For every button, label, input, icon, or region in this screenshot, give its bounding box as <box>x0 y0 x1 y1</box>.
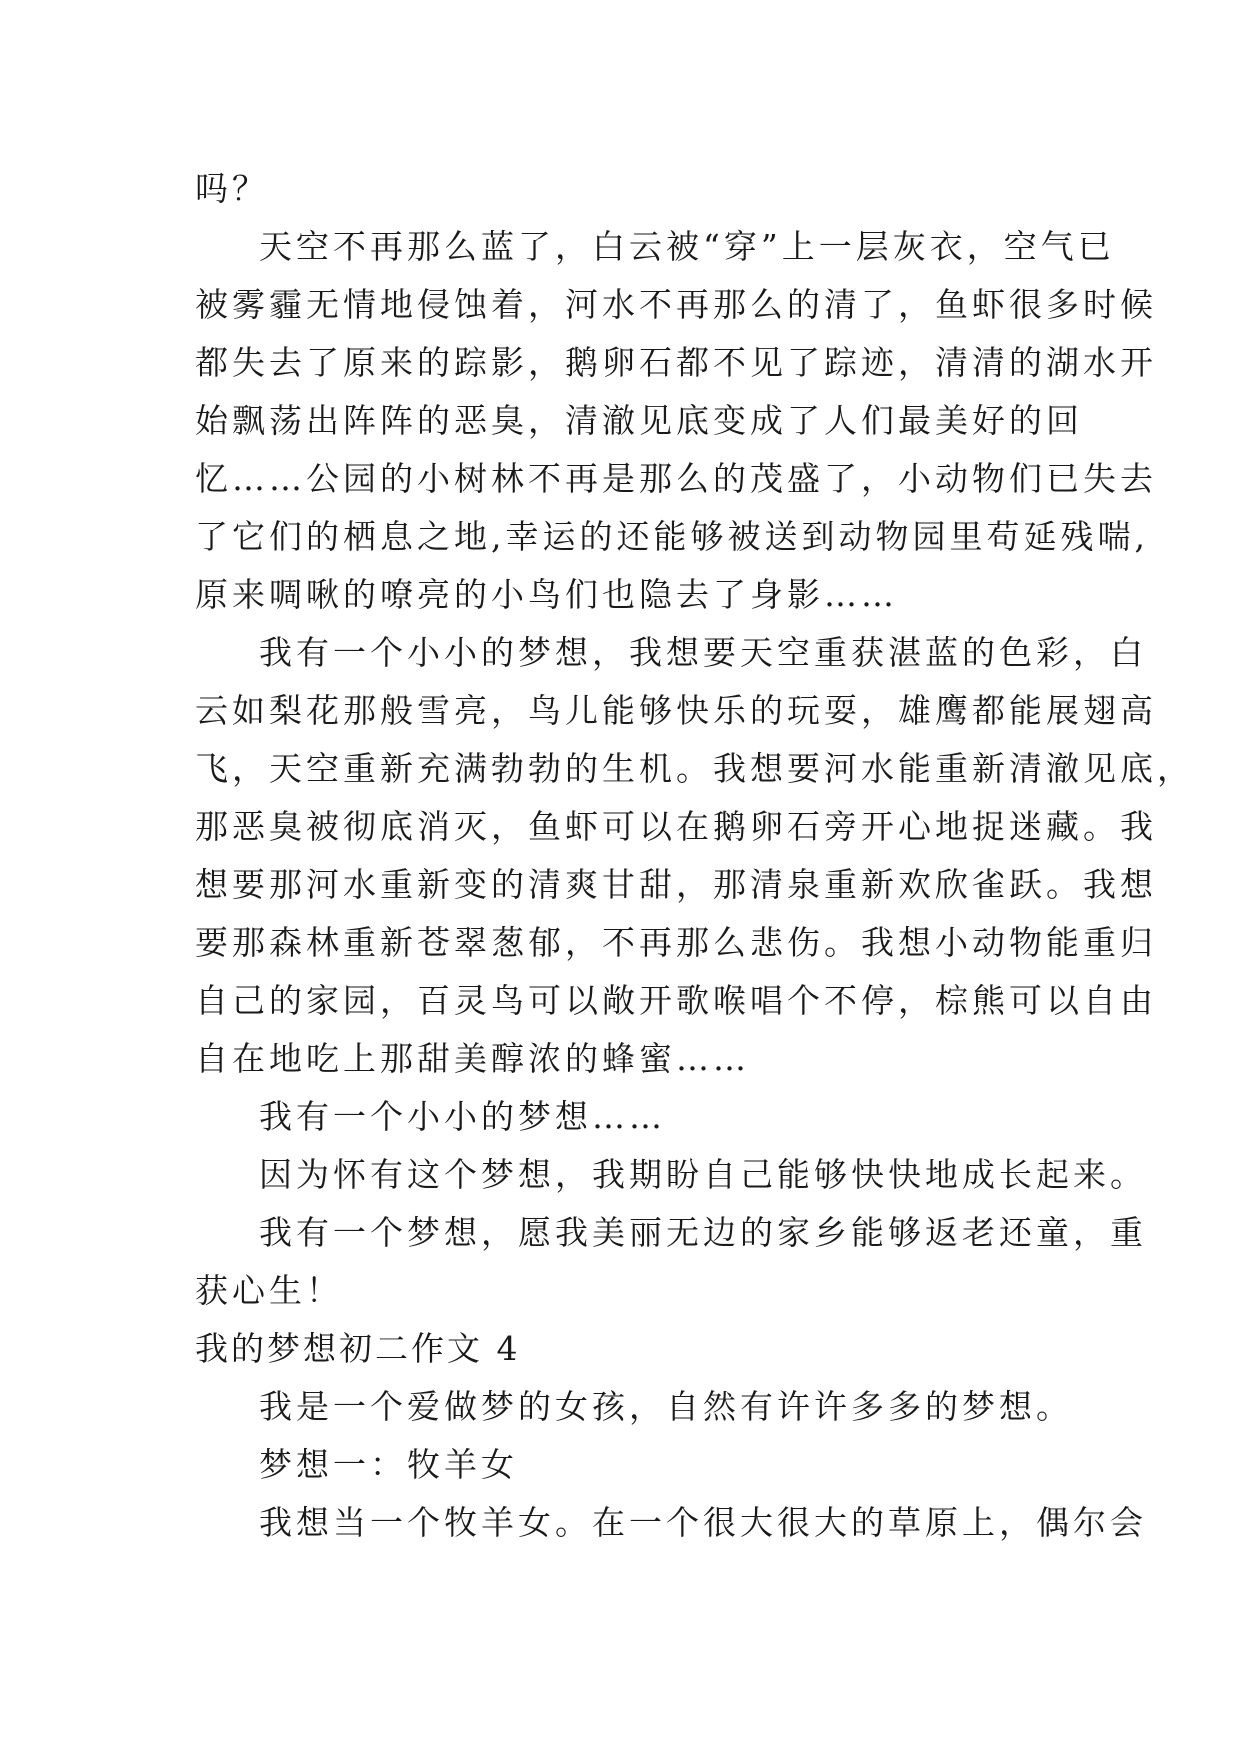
text-line: 我是一个爱做梦的女孩，自然有许许多多的梦想。 <box>259 1387 1073 1426</box>
text-line: 被雾霾无情地侵蚀着，河水不再那么的清了，鱼虾很多时候 <box>195 285 1157 324</box>
text-line: 我有一个梦想，愿我美丽无边的家乡能够返老还童，重 <box>259 1213 1147 1252</box>
section-heading: 我的梦想初二作文 4 <box>195 1329 521 1368</box>
text-line: 云如梨花那般雪亮，鸟儿能够快乐的玩耍，雄鹰都能展翅高 <box>195 691 1157 730</box>
text-line: 吗？ <box>195 169 269 208</box>
text-line: 自在地吃上那甜美醇浓的蜂蜜…… <box>195 1039 750 1078</box>
text-line: 我有一个小小的梦想…… <box>259 1097 666 1136</box>
text-line: 我有一个小小的梦想，我想要天空重获湛蓝的色彩，白 <box>259 633 1147 672</box>
essay-body <box>195 160 1194 1552</box>
text-line: 都失去了原来的踪影，鹅卵石都不见了踪迹，清清的湖水开 <box>195 343 1157 382</box>
text-line: 飞，天空重新充满勃勃的生机。我想要河水能重新清澈见底， <box>195 749 1194 788</box>
text-line: 我想当一个牧羊女。在一个很大很大的草原上，偶尔会 <box>259 1503 1147 1542</box>
text-line: 始飘荡出阵阵的恶臭，清澈见底变成了人们最美好的回 <box>195 401 1083 440</box>
text-line: 要那森林重新苍翠葱郁，不再那么悲伤。我想小动物能重归 <box>195 923 1157 962</box>
text-line: 那恶臭被彻底消灭，鱼虾可以在鹅卵石旁开心地捉迷藏。我 <box>195 807 1157 846</box>
text-line: 梦想一：牧羊女 <box>259 1445 518 1484</box>
text-line: 自己的家园，百灵鸟可以敞开歌喉唱个不停，棕熊可以自由 <box>195 981 1157 1020</box>
text-line: 了它们的栖息之地,幸运的还能够被送到动物园里苟延残喘, <box>195 517 1149 556</box>
text-line: 因为怀有这个梦想，我期盼自己能够快快地成长起来。 <box>259 1155 1147 1194</box>
text-line: 原来啁啾的嘹亮的小鸟们也隐去了身影…… <box>195 575 898 614</box>
text-line: 想要那河水重新变的清爽甘甜，那清泉重新欢欣雀跃。我想 <box>195 865 1157 904</box>
text-line: 获心生！ <box>195 1271 343 1310</box>
text-line: 天空不再那么蓝了，白云被“穿”上一层灰衣，空气已 <box>259 227 1115 266</box>
text-line: 忆……公园的小树林不再是那么的茂盛了，小动物们已失去 <box>195 459 1157 498</box>
